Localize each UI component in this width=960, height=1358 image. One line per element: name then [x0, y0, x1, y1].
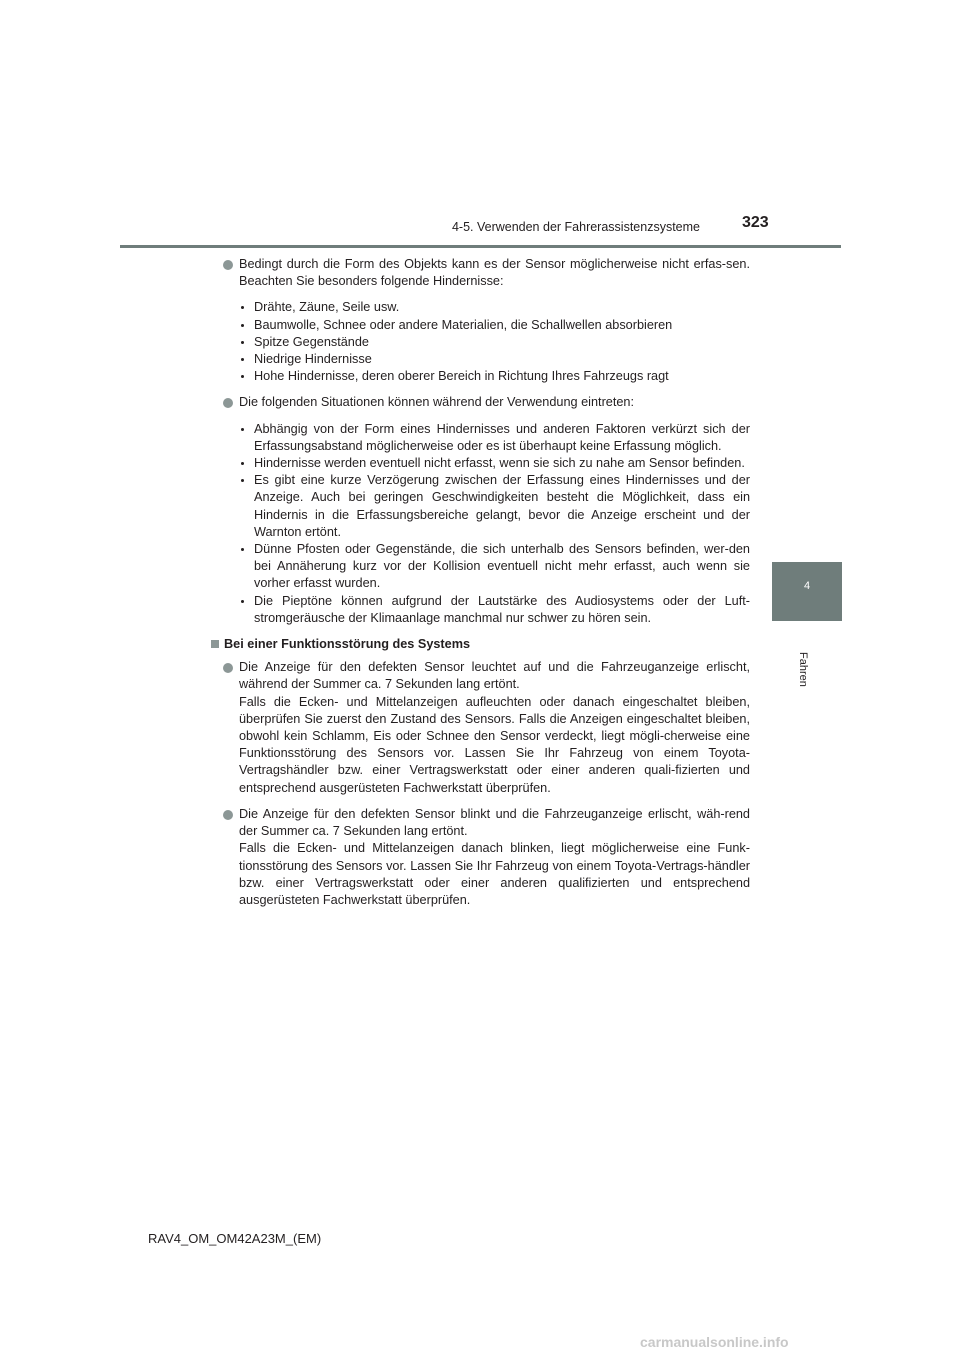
- square-bullet-icon: [211, 640, 219, 648]
- chapter-label-container: [775, 628, 839, 688]
- bullet-text-continued: Falls die Ecken- und Mittelanzeigen aufleuchten oder danach eingeschaltet bleiben, überprüfen Sie zuerst den Zustand des Sensors. Falls die Anzeigen eingeschaltet bleiben, obwohl kein Schlamm, Eis oder Schnee den Sensor verdeckt, liegt mögli-cherweise eine Funktionsstörung des Sensors vor. Lassen Sie Ihr Fahrzeug von einem Toyota-Vertragshändler bzw. einer Vertragswerkstatt oder einer anderen quali-fizierten und entsprechend ausgerüsteten Fachwerkstatt überprüfen.: [239, 694, 750, 795]
- section-heading: [210, 636, 738, 653]
- list-item: Niedrige Hindernisse: [239, 351, 750, 368]
- list-item: Baumwolle, Schnee oder andere Materialien, die Schallwellen absorbieren: [239, 317, 750, 334]
- main-content: [222, 256, 750, 918]
- dot-bullet-icon: [241, 600, 244, 603]
- bullet-text: Die Anzeige für den defekten Sensor leuchtet auf und die Fahrzeuganzeige erlischt, während der Summer ca. 7 Sekunden lang ertönt.: [239, 660, 750, 692]
- dot-bullet-icon: [241, 324, 244, 327]
- list-item: Die Pieptöne können aufgrund der Lautstärke des Audiosystems oder der Luft-stromgeräusche der Klimaanlage manchmal nur schwer zu hören sein.: [239, 593, 750, 627]
- bullet-block-malfunction-blink: [222, 806, 750, 909]
- dot-bullet-icon: [241, 428, 244, 431]
- dot-bullet-icon: [241, 479, 244, 482]
- dot-bullet-icon: [241, 548, 244, 551]
- dot-bullet-icon: [241, 306, 244, 309]
- bullet-text-continued: Falls die Ecken- und Mittelanzeigen danach blinken, liegt möglicherweise eine Funk-tionsstörung des Sensors vor. Lassen Sie Ihr Fahrzeug von einem Toyota-Vertrags-händler bzw. einer Vertragswerkstatt oder einer anderen qualifizierten und entsprechend ausgerüsteten Fachwerkstatt überprüfen.: [239, 841, 750, 907]
- chapter-label: Fahren: [797, 652, 809, 687]
- bullet-text: Die folgenden Situationen können während der Verwendung eintreten:: [239, 395, 635, 410]
- list-item: Es gibt eine kurze Verzögerung zwischen der Erfassung eines Hindernisses und der Anzeige. Auch bei geringen Geschwindigkeiten besteht die Möglichkeit, dass ein Hindernis in die Erfassungsbereiche gelangt, bevor die Anzeige erscheint und der Warnton ertönt.: [239, 472, 750, 541]
- obstacle-list: [239, 299, 750, 385]
- dot-bullet-icon: [241, 341, 244, 344]
- list-item: Abhängig von der Form eines Hindernisses und anderen Faktoren verkürzt sich der Erfassungsabstand möglicherweise oder es ist überhaupt keine Erfassung möglich.: [239, 421, 750, 455]
- chapter-tab: [772, 562, 842, 621]
- list-item: Hindernisse werden eventuell nicht erfasst, wenn sie sich zu nahe am Sensor befinden.: [239, 455, 750, 472]
- watermark: carmanualsonline.info: [640, 1334, 789, 1350]
- document-code: RAV4_OM_OM42A23M_(EM): [148, 1231, 322, 1246]
- chapter-number: 4: [803, 580, 811, 592]
- circle-bullet-icon: [223, 810, 233, 820]
- circle-bullet-icon: [223, 398, 233, 408]
- section-heading-text: Bei einer Funktionsstörung des Systems: [224, 637, 471, 652]
- situation-list: [239, 421, 750, 627]
- list-item: Spitze Gegenstände: [239, 334, 750, 351]
- list-item: Hohe Hindernisse, deren oberer Bereich in Richtung Ihres Fahrzeugs ragt: [239, 368, 750, 385]
- list-item: Dünne Pfosten oder Gegenstände, die sich unterhalb des Sensors befinden, wer-den bei Annäherung kurz vor der Kollision eventuell nicht mehr erfasst, auch wenn sie vorher erfasst wurden.: [239, 541, 750, 593]
- dot-bullet-icon: [241, 375, 244, 378]
- dot-bullet-icon: [241, 462, 244, 465]
- header-divider: [120, 245, 841, 248]
- section-title: 4-5. Verwenden der Fahrerassistenzsysteme: [451, 220, 700, 234]
- bullet-text: Die Anzeige für den defekten Sensor blinkt und die Fahrzeuganzeige erlischt, wäh-rend der Summer ca. 7 Sekunden lang ertönt.: [239, 806, 750, 839]
- circle-bullet-icon: [223, 663, 233, 673]
- circle-bullet-icon: [223, 260, 233, 270]
- bullet-block-malfunction-lit: [222, 659, 750, 797]
- page-number: 323: [742, 214, 769, 231]
- bullet-block-form: [222, 256, 750, 290]
- dot-bullet-icon: [241, 358, 244, 361]
- list-item: Drähte, Zäune, Seile usw.: [239, 299, 750, 316]
- bullet-block-situations: [222, 394, 750, 411]
- bullet-text: Bedingt durch die Form des Objekts kann es der Sensor möglicherweise nicht erfas-sen. Beachten Sie besonders folgende Hindernisse:: [239, 257, 750, 289]
